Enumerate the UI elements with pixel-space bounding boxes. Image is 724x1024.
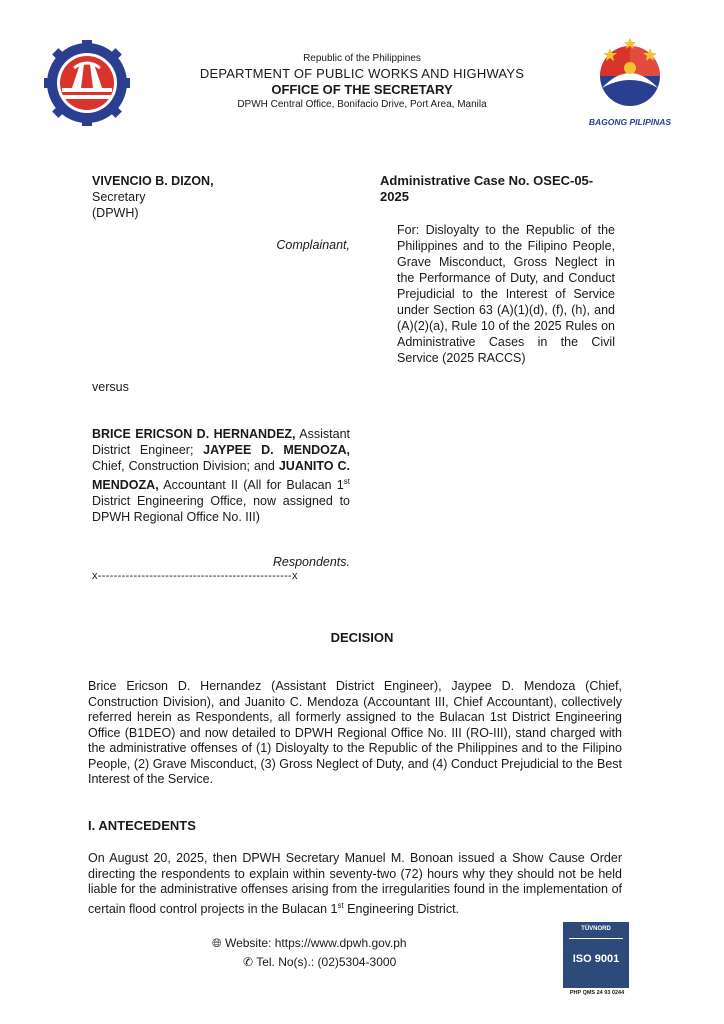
- complainant-title: Secretary: [92, 190, 146, 204]
- antecedents-sup: st: [337, 900, 344, 910]
- header-office: OFFICE OF THE SECRETARY: [271, 82, 453, 97]
- case-charges: For: Disloyalty to the Republic of the Philippines and to the Filipino People, Grave Misconduct, Gross Neglect in the Performance of Duty, and Conduct Prejudicial to the Interest of Service under Section 63 (A)(1)(d), (f), (h), and (A)(2)(a), Rule 10 of the 2025 Rules on Administrative Cases in the Civil Service (2025 RACCS): [397, 223, 615, 365]
- bagong-pilipinas-logo: [580, 38, 680, 128]
- respondent-2-name: JAYPEE D. MENDOZA,: [203, 443, 350, 457]
- respondents-role: Respondents.: [272, 555, 350, 569]
- antecedents-paragraph: [88, 851, 622, 917]
- bagong-pilipinas-text: BAGONG PILIPINAS: [588, 117, 672, 127]
- respondents-block: [92, 426, 350, 525]
- header-address: DPWH Central Office, Bonifacio Drive, Port Area, Manila: [237, 99, 487, 110]
- case-number: [380, 173, 616, 205]
- phone-icon: ✆: [243, 955, 254, 969]
- iso-brand: TÜVNORD: [581, 926, 611, 932]
- caption-separator: x-------------------------------------------------x: [92, 570, 298, 582]
- iso-cert: PHP QMS 24 93 0244: [569, 990, 625, 996]
- complainant-role: Complainant,: [276, 238, 350, 252]
- respondents-and: and: [254, 459, 275, 473]
- header-department: DEPARTMENT OF PUBLIC WORKS AND HIGHWAYS: [199, 66, 525, 81]
- antecedents-text-a: On August 20, 2025, then DPWH Secretary Manuel M. Bonoan issued a Show Cause Order directing the respondents to explain within seventy-two (72) hours why they should not be held liable for the administrative offenses arising from the irregularities found in the implementation of certain flood control projects in the Bulacan 1: [88, 851, 622, 916]
- respondent-2-title: Chief, Construction Division;: [92, 459, 251, 473]
- complainant-block: [92, 173, 350, 221]
- footer-tel: [243, 955, 396, 969]
- case-number-line1: Administrative Case No. OSEC-05-: [380, 173, 594, 188]
- complainant-name: VIVENCIO B. DIZON,: [92, 174, 214, 188]
- complainant-agency: (DPWH): [92, 206, 139, 220]
- decision-intro: Brice Ericson D. Hernandez (Assistant District Engineer), Jaypee D. Mendoza (Chief, Construction Division), and Juanito C. Mendoza (Accountant III, Chief Accountant), collectively referred herein as Respondents, all formerly assigned to the Bulacan 1st District Engineering Office (B1DEO) and now detailed to DPWH Regional Office No. III (RO-III), stand charged with the administrative offenses of (1) Disloyalty to the Republic of the Philippines and to the Filipino People, (2) Grave Misconduct, (3) Gross Neglect of Duty, and (4) Conduct Prejudicial to the Best Interest of the Service.: [88, 679, 622, 786]
- respondent-1-title: Assistant District Engineer;: [92, 427, 350, 457]
- respondents-assignment-sup: st: [343, 477, 350, 486]
- respondents-assignment-b: District Engineering Office, now assigned to DPWH Regional Office No. III): [92, 494, 350, 525]
- header-republic: Republic of the Philippines: [303, 53, 421, 64]
- section-heading-antecedents: I. ANTECEDENTS: [88, 818, 196, 833]
- respondent-3-title: Accountant II: [163, 478, 238, 493]
- respondents-assignment-a: (All for Bulacan 1: [243, 478, 344, 493]
- dpwh-logo: [44, 40, 130, 126]
- iso-label: ISO 9001: [572, 953, 620, 965]
- iso-divider: [569, 938, 623, 939]
- respondent-1-name: BRICE ERICSON D. HERNANDEZ,: [92, 427, 296, 441]
- globe-icon: 🌐︎: [212, 936, 222, 950]
- iso-badge: [563, 922, 629, 988]
- antecedents-text-b: Engineering District.: [343, 901, 460, 916]
- respondent-3-name: JUANITO C. MENDOZA,: [92, 459, 350, 493]
- footer-website: [212, 936, 407, 951]
- decision-title: DECISION: [330, 630, 394, 645]
- footer-website-text: Website: https://www.dpwh.gov.ph: [224, 936, 407, 950]
- versus-label: versus: [92, 380, 129, 394]
- case-number-line2: 2025: [380, 189, 409, 204]
- footer-tel-text: Tel. No(s).: (02)5304-3000: [256, 955, 397, 969]
